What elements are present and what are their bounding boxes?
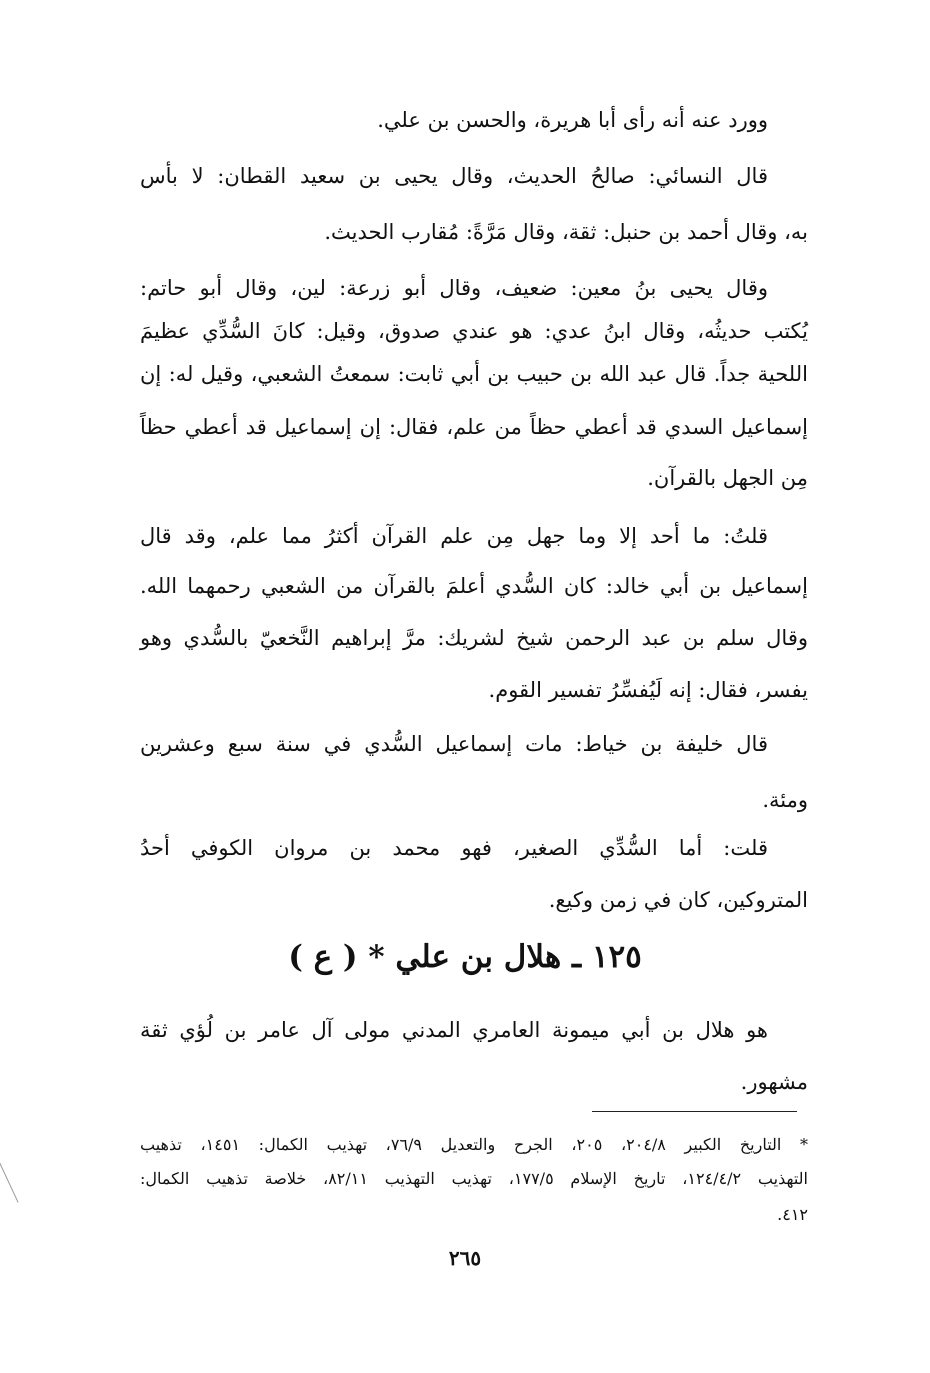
body-line: مِن الجهل بالقرآن.	[647, 466, 808, 490]
body-line: وورد عنه أنه رأى أبا هريرة، والحسن بن علي.	[377, 108, 768, 132]
entry-heading: ١٢٥ ـ هلال بن علي * ( ع )	[288, 939, 642, 975]
footnote-line: ٤١٢.	[777, 1205, 808, 1224]
body-line: اللحية جداً. قال عبد الله بن حبيب بن أبي ثابت: سمعتُ الشعبي، وقيل له: إن	[140, 362, 808, 386]
body-line: قلت: أما السُّدِّي الصغير، فهو محمد بن مروان الكوفي أحدُ	[140, 836, 768, 860]
footnote-divider	[592, 1111, 797, 1112]
body-line: ومئة.	[762, 788, 808, 812]
footnote-line: التهذيب ١٢٤/٤/٢، تاريخ الإسلام ١٧٧/٥، تهذيب التهذيب ٨٢/١١، خلاصة تذهيب الكمال:	[140, 1169, 808, 1188]
body-line: إسماعيل السدي قد أعطي حظاً من علم، فقال: إن إسماعيل قد أعطي حظاً	[140, 415, 808, 439]
page-number: ٢٦٥	[448, 1246, 482, 1270]
body-line: وقال سلم بن عبد الرحمن شيخ لشريك: مرَّ إبراهيم النَّخعيّ بالسُّدي وهو	[140, 626, 808, 650]
body-line: إسماعيل بن أبي خالد: كان السُّدي أعلمَ بالقرآن من الشعبي رحمهما الله.	[140, 574, 808, 598]
body-line: به، وقال أحمد بن حنبل: ثقة، وقال مَرَّةً: مُقارب الحديث.	[324, 220, 808, 244]
footnote-line: * التاريخ الكبير ٢٠٤/٨، ٢٠٥، الجرح والتعديل ٧٦/٩، تهذيب الكمال: ١٤٥١، تذهيب	[140, 1135, 809, 1154]
body-line: قلتُ: ما أحد إلا وما جهل مِن علم القرآن أكثرُ مما علم، وقد قال	[140, 524, 768, 548]
scan-edge-mark	[0, 1152, 19, 1202]
body-line: يفسر، فقال: إنه لَيُفسِّرُ تفسير القوم.	[488, 678, 808, 702]
body-line: قال النسائي: صالحُ الحديث، وقال يحيى بن سعيد القطان: لا بأس	[140, 164, 768, 188]
body-line: قال خليفة بن خياط: مات إسماعيل السُّدي في سنة سبع وعشرين	[140, 732, 768, 756]
entry-line: هو هلال بن أبي ميمونة العامري المدني مولى آل عامر بن لُؤي ثقة	[140, 1018, 768, 1042]
body-line: المتروكين، كان في زمن وكيع.	[548, 888, 808, 912]
body-line: وقال يحيى بنُ معين: ضعيف، وقال أبو زرعة: لين، وقال أبو حاتم:	[140, 276, 768, 300]
body-line: يُكتب حديثُه، وقال ابنُ عدي: هو عندي صدوق، وقيل: كانَ السُّدِّي عظيمَ	[140, 319, 808, 343]
entry-line: مشهور.	[740, 1070, 808, 1094]
